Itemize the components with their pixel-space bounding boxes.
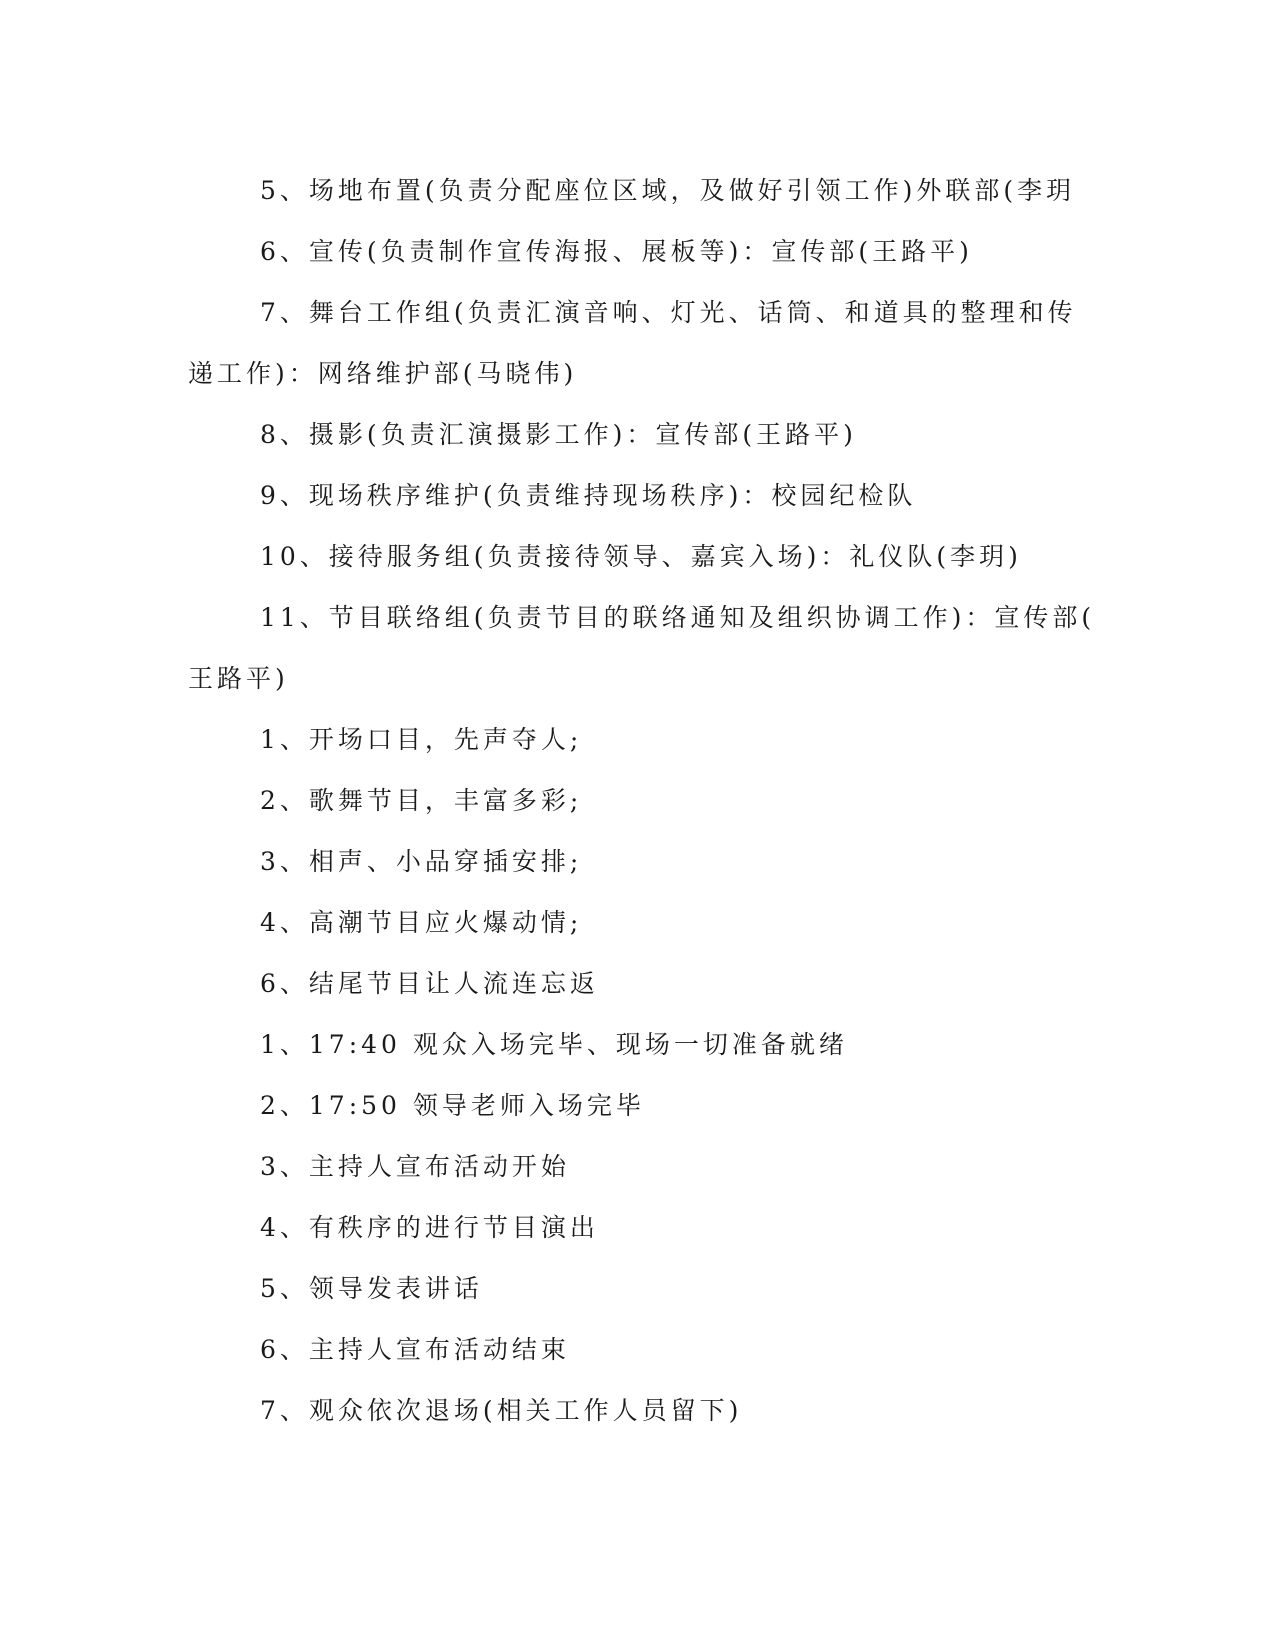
list-item: 4、有秩序的进行节目演出 bbox=[260, 1213, 599, 1242]
list-item: 2、歌舞节目，丰富多彩; bbox=[260, 786, 583, 815]
list-item: 4、高潮节目应火爆动情; bbox=[260, 908, 583, 937]
paragraph-line: 9、现场秩序维护(负责维持现场秩序)：校园纪检队 bbox=[260, 481, 917, 510]
paragraph-line: 5、场地布置(负责分配座位区域，及做好引领工作)外联部(李玥 bbox=[260, 176, 1076, 205]
paragraph-line: 6、宣传(负责制作宣传海报、展板等)：宣传部(王路平) bbox=[260, 237, 973, 266]
list-item: 1、17:40 观众入场完毕、现场一切准备就绪 bbox=[260, 1030, 848, 1059]
paragraph-line: 8、摄影(负责汇演摄影工作)：宣传部(王路平) bbox=[260, 420, 857, 449]
list-item: 5、领导发表讲话 bbox=[260, 1274, 483, 1303]
list-item: 3、主持人宣布活动开始 bbox=[260, 1152, 570, 1181]
paragraph-line: 11、节目联络组(负责节目的联络通知及组织协调工作)：宣传部( bbox=[260, 603, 1096, 632]
list-item: 6、主持人宣布活动结束 bbox=[260, 1335, 570, 1364]
list-item: 3、相声、小品穿插安排; bbox=[260, 847, 583, 876]
paragraph-line: 递工作)：网络维护部(马晓伟) bbox=[188, 359, 578, 388]
list-item: 7、观众依次退场(相关工作人员留下) bbox=[260, 1396, 743, 1425]
list-item: 2、17:50 领导老师入场完毕 bbox=[260, 1091, 645, 1120]
paragraph-line: 10、接待服务组(负责接待领导、嘉宾入场)：礼仪队(李玥) bbox=[260, 542, 1022, 571]
list-item: 1、开场口目，先声夺人; bbox=[260, 725, 583, 754]
paragraph-line: 7、舞台工作组(负责汇演音响、灯光、话筒、和道具的整理和传 bbox=[260, 298, 1077, 327]
paragraph-line: 王路平) bbox=[188, 664, 289, 693]
document-body bbox=[188, 160, 1096, 1441]
list-item: 6、结尾节目让人流连忘返 bbox=[260, 969, 599, 998]
